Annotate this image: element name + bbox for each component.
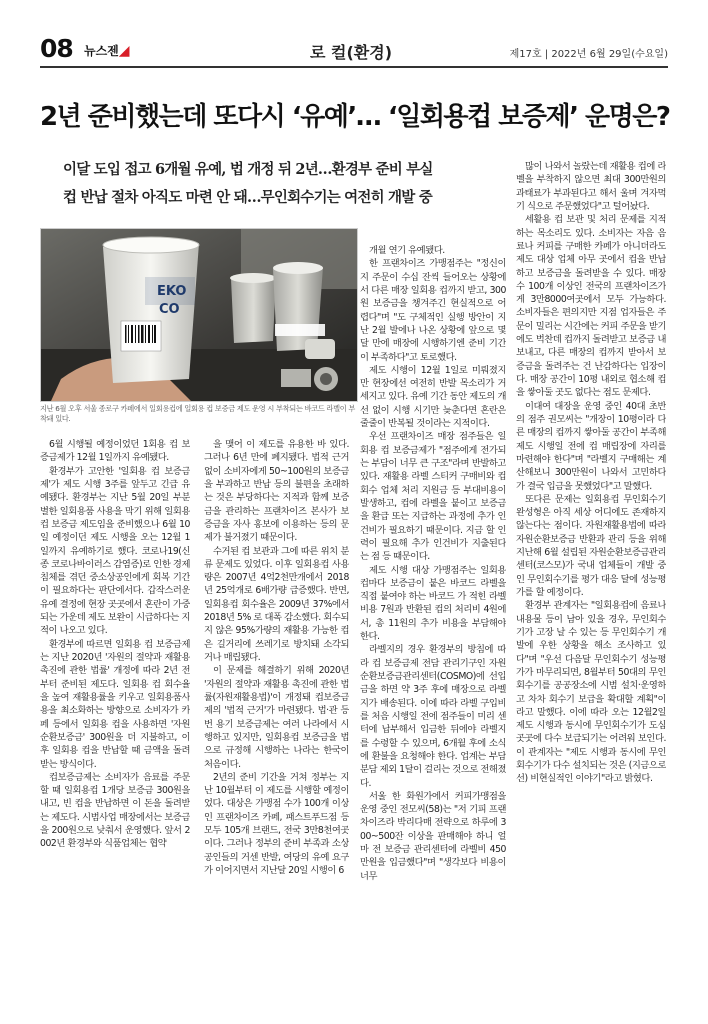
paragraph: 환경부에 따르면 일회용 컵 보증금제는 지난 2020년 '자원의 절약과 재활용촉진에 관한 법률' 개정에 따라 2년 전부터 준비된 제도다. 일회용 컵 회수율을 높여 재활용률을 키우고 일회용품사용을 최소화하는 방향으로 소비자가 카페 등에서 일회용 컵을 사용하면 '자원순환보증금' 300원을 더 지불하고, 이후 일회용 컵을 반납할 때 금액을 돌려받는 방식이다. — [40, 638, 190, 770]
paragraph: 또다른 문제는 일회용컵 무인회수기 완성형은 아직 세상 어디에도 존재하지 않는다는 점이다. 자원재활용법에 따라 자원순환보증금 반환과 관리 등을 위해 지난해 6월 설립된 자원순환보증금관리센터(코스모)가 국내 업체들이 개발 중인 무인회수기를 평가 대응 달에 성능평가를 할 예정이다. — [516, 493, 666, 598]
subheadline: 컵 반납 절차 아직도 마련 안 돼…무인회수기는 여전히 개발 중 — [63, 189, 432, 206]
subheadline: 이달 도입 접고 6개월 유예, 법 개정 뒤 2년…환경부 준비 부실 — [63, 161, 433, 178]
paragraph: 우선 프랜차이즈 매장 점주들은 일회용 컵 보증금제가 "점주에게 전가되는 부담이 너무 큰 구조"라며 반발하고 있다. 재활용 라벨 스티커 구매비와 컵 회수 업체 처리 지원금 등 부대비용이 발생하고, 컵에 라벨을 붙이고 보증금을 환급 또는 지급하는 과정에 추가 인건비가 필요하기 때문이다. 지금 할 인력이 필요해 추가 인건비가 지출된다는 점 등 때문이다. — [360, 431, 506, 563]
newspaper-brand — [84, 42, 130, 59]
paragraph: 이 문제를 해결하기 위해 2020년 '자원의 절약과 재활용 촉진에 관한 법률(자원재활용법)'이 개정돼 컵보증금제의 '법적 근거'가 마련됐다. 법·관 등 번 용기 보증금제는 여러 나라에서 시행하고 있지만, 일회용컵 보증금을 법으로 규정해 시행하는 나라는 한국이 처음이다. — [204, 665, 349, 770]
page-number: 08 — [40, 34, 73, 63]
cup-print-text: CO — [159, 302, 180, 317]
article-column-3 — [360, 244, 506, 998]
cup-print-text: EKO — [157, 284, 187, 299]
paragraph: 수거된 컵 보관과 그에 따른 위치 분류 문제도 있었다. 이후 일회용컵 사용량은 2007년 4억2천만개에서 2018년 25억개로 6배가량 급증했다. 반면, 일회용컵 회수율은 2009년 37%에서 2018년 5% 로 대폭 감소했다. 회수되지 않은 95%가량의 재활용 가능한 컵은 길거리에 쓰레기로 방치돼 소각되거나 매립됐다. — [204, 545, 349, 663]
article-column-1 — [40, 438, 190, 998]
paragraph: 제도 시행 대상 가맹점주는 일회용 컵마다 보증금이 붙은 바코드 라벨을 직접 붙여야 하는 바코드 가 적힌 라벨 비용 7원과 반환된 컵의 처리비 4원에서, 총 11원의 추가 비용을 부담해야 한다. — [360, 564, 506, 643]
paragraph: 6월 시행될 예정이었던 1회용 컵 보증금제가 12월 1일까지 유예됐다. — [40, 439, 190, 464]
article-column-2 — [204, 438, 349, 998]
section-title: 로 컬(환경) — [310, 43, 393, 62]
paragraph: 2년의 준비 기간을 거쳐 정부는 지난 10월부터 이 제도를 시행할 예정이었다. 대상은 가맹점 수가 100개 이상인 프랜차이즈 카페, 패스트푸드점 등 모두 105개 브랜드, 전국 3만8천여곳이다. 그러나 정부의 준비 부족과 소상공인들의 거센 반발, 여당의 유예 요구가 이어지면서 지난달 20일 시행이 6 — [204, 771, 349, 876]
brand-name: 뉴스젠 — [84, 44, 119, 58]
paragraph: 환경부 관계자는 "일회용컵에 음료나 내용물 등이 남아 있을 경우, 무인회수기가 고장 날 수 있는 등 무인회수기 개발에 우한 상황을 해소 조사하고 있다"며 "우선 다음달 무인회수기 성능평가가 마무리되면, 8월부터 50대의 무인회수기를 공공장소에 시범 설치·운영하고 차차 회수기 보급을 확대할 계획"이라고 말했다. 이에 따라 오는 12월2일 제도 시행과 동시에 무인회수기가 도심 곳곳에 다수 보급되기는 어려워 보인다. 이 관계자는 "제도 시행과 동시에 무인회수기가 다수 설치되는 것은 (지금으로선) 비현실적인 이야기"라고 밝혔다. — [516, 600, 666, 785]
issue-info: 제17호 | 2022년 6월 29일(수요일) — [509, 49, 668, 60]
paragraph: 많이 나와서 놀랐는데 재활용 컵에 라벨을 부착하지 않으면 최대 300만원의 과태료가 부과된다고 해서 울며 겨자먹기 식으로 주문했었다"고 털어놨다. — [516, 161, 666, 212]
article-photo — [40, 228, 358, 402]
brand-mark-icon: ◢ — [118, 43, 130, 59]
page-header — [0, 0, 708, 64]
paragraph: 제도 시행이 12월 1일로 미뤄졌지만 현장에선 여전히 반발 목소리가 거세지고 있다. 유예 기간 동안 제도의 개선 없이 시행 시기만 늦춘다면 혼란은 줄줄이 반복될 것이라는 지적이다. — [360, 364, 506, 430]
subheadline-block — [63, 156, 483, 212]
paragraph: 컵보증금제는 소비자가 음료를 주문할 때 일회용컵 1개당 보증금 300원을 내고, 빈 컵을 반납하면 이 돈을 돌려받는 제도다. 시범사업 매장에서는 보증금을 200원으로 낮춰서 운영했다. 앞서 2002년 환경부와 식품업체는 협약 — [40, 771, 190, 850]
paragraph: 개월 연기 유예됐다. — [369, 245, 445, 256]
paragraph: 한 프랜차이즈 가맹점주는 "정신이 지 주문이 수십 잔씩 들어오는 상황에서 다른 매장 일회용 컵까지 받고, 300원 보증금을 챙겨주긴 현실적으로 어렵다"며 "도 구체적인 실행 방안이 지난 2월 발에나 나온 상황에 앞으로 몇 달 만에 매장에 시행하기엔 준비 기간이 부족하다"고 토로했다. — [360, 258, 506, 363]
paragraph: 을 맺어 이 제도를 유용한 바 있다. 그러나 6년 만에 폐지됐다. 법적 근거 없이 소비자에게 50~100원의 보증금을 부과하고 반납 등의 불편을 초래하는 것은 부당하다는 지적과 함께 보증금을 관리하는 프랜차이즈 본사가 보증금을 자사 홍보에 이용하는 등의 문제가 불거졌기 때문이다. — [204, 439, 349, 544]
paragraph: 세활용 컵 보관 및 처리 문제를 지적하는 목소리도 있다. 소비자는 자음 음료나 커피를 구매한 카페가 아니더라도 제도 대상 업체 아무 곳에서 컵을 반납하고 보증금을 돌려받을 수 있다. 매장 수 100개 이상인 전국의 프랜차이즈가게 3만8000여곳에서 모두 가능하다. 소비자들은 편의지만 지점 업자들은 주문이 밀리는 시간에는 커피 주문을 받기에도 벅찬데 컵까지 돌려받고 보증금 내보내고, 다른 매장의 컵까지 받아서 보증금을 돌려주는 건 난감하다는 입장이다. 매장 공간이 10평 내외로 협소해 컵을 쌓아둘 곳도 없다는 점도 문제다. — [516, 214, 666, 399]
header-divider — [40, 66, 668, 68]
headline: 2년 준비했는데 또다시 ‘유예’… ‘일회용컵 보증제’ 운명은? — [40, 102, 670, 132]
article-column-4 — [516, 160, 666, 998]
coffee-cups-photo — [41, 229, 357, 401]
photo-caption: 지난 6월 오후 서울 종로구 카페에서 일회용컵에 일회용 컵 보증금 제도 운영 시 부착되는 바코드 라벨이 부착돼 있다. — [40, 404, 356, 423]
paragraph: 환경부가 고안한 '일회용 컵 보증금제'가 제도 시행 3주를 앞두고 긴급 유예됐다. 환경부는 지난 5월 20일 부분별한 일회용품 사용을 막기 위해 일회용 컵 보증금 제도임을 준비했으나 6월 10일 예정이던 제도 시행을 오는 12월 1일까지 유예하기로 했다. 코로나19(신종 코로나바이러스 감염증)로 인한 경제 침체를 겪던 중소상공인에게 회복 기간이 필요하다는 판단에서다. 갑작스러운 유예 결정에 현장 곳곳에서 혼란이 가중되는 가운데 제도 보완이 시급하다는 지적이 나오고 있다. — [40, 465, 190, 637]
paragraph: 라벨지의 경우 환경부의 방침에 따라 컵 보증금제 전담 관리기구인 자원순환보증금관리센터(COSMO)에 선입금을 하면 약 3주 후에 매장으로 라벨지가 배송된다. 이에 따라 라벨 구입비를 처음 시행일 전에 점주들이 미리 센터에 납부해서 입금한 뒤에야 라벨지를 수령할 수 있으며, 6개월 후에 소식에 환불을 요청해야 한다. 업계는 부담 분담 제외 1달이 걸리는 것으로 전해졌다. — [360, 644, 506, 789]
paragraph: 서울 한 화원가에서 커피가맹점을 운영 중인 전모씨(58)는 "저 기피 프랜차이즈라 박리다매 전략으로 하루에 300~500잔 이상을 판매해야 하니 얼마 전 보증금 관리센터에 라벨비 450만원을 입금했다"며 "생각보다 비용이 너무 — [360, 790, 506, 882]
paragraph: 이대여 대장을 운영 중인 40대 초반의 점주 권모씨는 "개장이 10평이라 다른 매장의 컵까지 쌓아둘 공간이 부족해 제도 시행일 전에 컵 매립장에 자리를 마련해야 한다"며 "라벨지 구매해는 계산해보니 300만원이 나와서 고민하다가 결국 입금을 못했었다"고 말했다. — [516, 400, 666, 492]
